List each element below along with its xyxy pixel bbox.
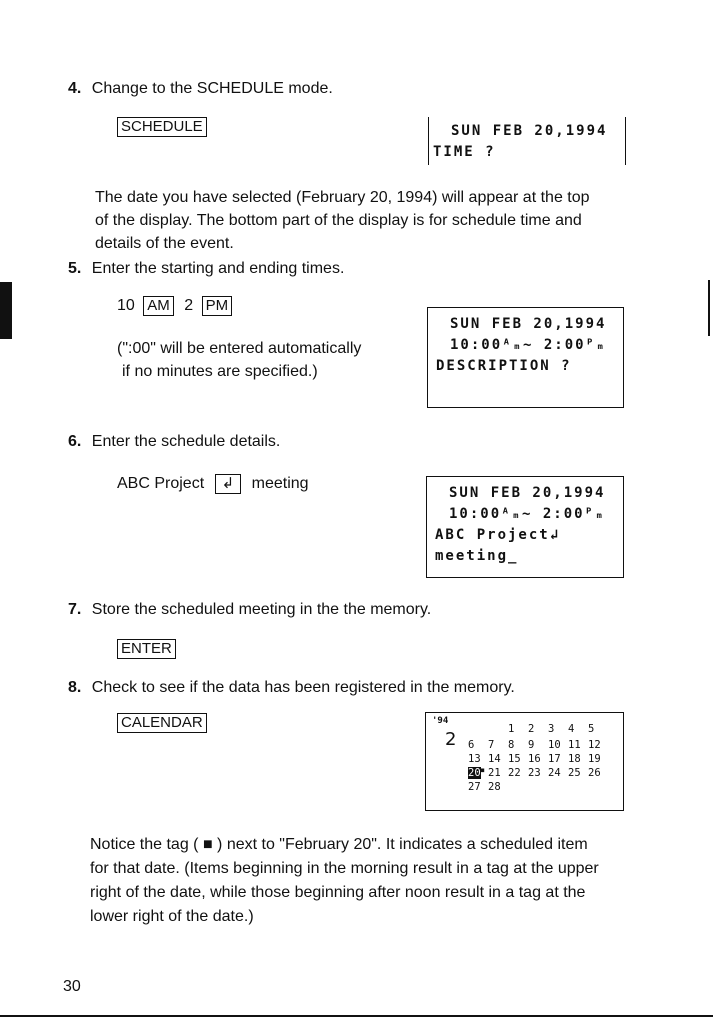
details-entry — [117, 474, 309, 494]
lcd-line: SUN FEB 20,1994 — [451, 123, 608, 139]
calendar-day — [468, 767, 484, 779]
step-4 — [68, 80, 333, 98]
calendar-day: 6 — [468, 739, 475, 751]
step-8 — [68, 679, 515, 697]
calendar-day: 2 — [528, 723, 535, 735]
lcd-display-1 — [428, 117, 626, 165]
lcd-line: SUN FEB 20,1994 — [449, 485, 606, 501]
text-line: The date you have selected (February 20, 1994) will appear at the top — [95, 189, 590, 206]
lcd-line: SUN FEB 20,1994 — [450, 316, 607, 332]
text-line: of the display. The bottom part of the display is for schedule time and — [95, 212, 582, 229]
lcd-line: meeting_ — [435, 548, 519, 564]
calendar-day: 22 — [508, 767, 521, 779]
lcd-display-3 — [426, 476, 624, 578]
auto-minutes-note — [117, 337, 361, 383]
step-number: 8. — [68, 679, 82, 696]
calendar-day: 4 — [568, 723, 575, 735]
lcd-line: TIME ? — [433, 144, 496, 160]
calendar-day: 28 — [488, 781, 501, 793]
tag-note — [90, 833, 635, 929]
binding-mark — [0, 282, 12, 339]
step-text: Change to the SCHEDULE mode. — [91, 80, 333, 97]
calendar-day: 25 — [568, 767, 581, 779]
calendar-day: 17 — [548, 753, 561, 765]
calendar-day: 24 — [548, 767, 561, 779]
calendar-day: 7 — [488, 739, 495, 751]
calendar-day: 15 — [508, 753, 521, 765]
start-hour: 10 — [117, 297, 135, 314]
text-line: (":00" will be entered automatically — [117, 340, 362, 357]
schedule-key — [117, 117, 207, 137]
text-line: lower right of the date.) — [90, 908, 254, 925]
step-number: 5. — [68, 260, 82, 277]
lcd-line: 10:00ᴬₘ~ 2:00ᴾₘ — [450, 337, 607, 353]
calendar-day: 5 — [588, 723, 595, 735]
calendar-day: 26 — [588, 767, 601, 779]
page-number: 30 — [63, 978, 81, 995]
return-key: ↲ — [215, 474, 242, 494]
step-7 — [68, 601, 431, 619]
calendar-day: 14 — [488, 753, 501, 765]
step-number: 4. — [68, 80, 82, 97]
project-text: ABC Project — [117, 475, 205, 492]
calendar-day: 12 — [588, 739, 601, 751]
time-entry — [117, 296, 232, 316]
step-number: 7. — [68, 601, 82, 618]
lcd-line: DESCRIPTION ? — [436, 358, 572, 374]
text-line: right of the date, while those beginning after noon result in a tag at the — [90, 884, 586, 901]
pm-key: PM — [202, 296, 233, 316]
calendar-day: 10 — [548, 739, 561, 751]
step-text: Enter the starting and ending times. — [91, 260, 345, 277]
calendar-day: 8 — [508, 739, 515, 751]
meeting-text: meeting — [251, 475, 309, 492]
lcd-line: ABC Project↲ — [435, 527, 561, 543]
page-bottom-rule — [0, 1015, 713, 1017]
step-number: 6. — [68, 433, 82, 450]
calendar-day: 27 — [468, 781, 481, 793]
calendar-day: 9 — [528, 739, 535, 751]
step-text: Check to see if the data has been registered in the memory. — [91, 679, 515, 696]
step-6 — [68, 433, 280, 451]
end-hour: 2 — [184, 297, 194, 314]
calendar-day: 19 — [588, 753, 601, 765]
schedule-key-label: SCHEDULE — [117, 117, 207, 137]
calendar-display — [425, 712, 624, 811]
calendar-day: 21 — [488, 767, 501, 779]
calendar-year: '94 — [432, 716, 449, 726]
calendar-day: 11 — [568, 739, 581, 751]
schedule-tag-icon: ■ — [480, 767, 485, 774]
enter-key — [117, 639, 176, 659]
calendar-day: 16 — [528, 753, 541, 765]
text-line: Notice the tag ( ■ ) next to "February 20". It indicates a scheduled item — [90, 836, 588, 853]
lcd-display-2 — [427, 307, 624, 408]
calendar-key-label: CALENDAR — [117, 713, 207, 733]
tagged-day: 20 — [468, 767, 481, 779]
calendar-month: 2 — [445, 729, 457, 750]
date-note — [95, 186, 635, 255]
step-5 — [68, 260, 344, 278]
step-text: Enter the schedule details. — [91, 433, 281, 450]
margin-line — [708, 280, 710, 336]
calendar-day: 23 — [528, 767, 541, 779]
text-line: if no minutes are specified.) — [122, 363, 318, 380]
calendar-day: 13 — [468, 753, 481, 765]
am-key: AM — [143, 296, 174, 316]
step-text: Store the scheduled meeting in the the memory. — [91, 601, 432, 618]
calendar-day: 18 — [568, 753, 581, 765]
lcd-line: 10:00ᴬₘ~ 2:00ᴾₘ — [449, 506, 606, 522]
text-line: for that date. (Items beginning in the morning result in a tag at the upper — [90, 860, 599, 877]
calendar-day: 1 — [508, 723, 515, 735]
calendar-key — [117, 713, 207, 733]
text-line: details of the event. — [95, 235, 234, 252]
enter-key-label: ENTER — [117, 639, 176, 659]
calendar-day: 3 — [548, 723, 555, 735]
